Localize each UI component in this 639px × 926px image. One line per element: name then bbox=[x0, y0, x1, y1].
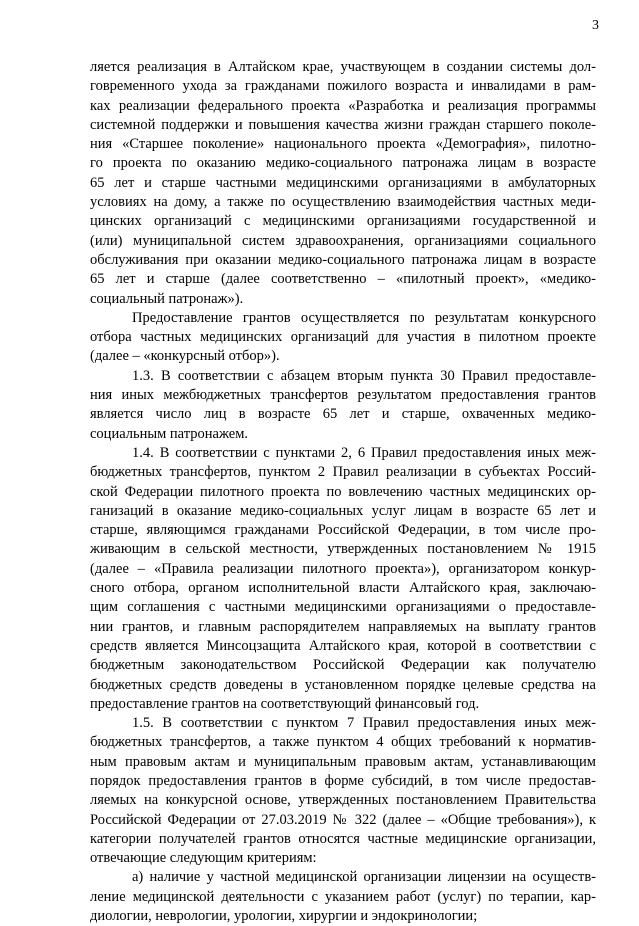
text-line: го проекта по оказанию медико-социального патронажа лицам в возрасте bbox=[90, 155, 596, 172]
text-line: а) наличие у частной медицинской организации лицензии на осуществ- bbox=[132, 869, 596, 886]
text-line: ской Федерации пилотного проекта по вовлечению частных медицинских ор- bbox=[90, 483, 596, 500]
text-line: 1.5. В соответствии с пунктом 7 Правил предоставления иных меж- bbox=[132, 715, 596, 732]
document-body bbox=[90, 58, 596, 926]
text-line: категории получателей грантов относятся частные медицинские организации, bbox=[90, 830, 596, 847]
text-line: социальным патронажем. bbox=[90, 425, 249, 442]
paragraph bbox=[90, 714, 596, 868]
text-line: отвечающие следующим критериям: bbox=[90, 850, 317, 867]
paragraph bbox=[90, 868, 596, 926]
text-line: ния иных межбюджетных трансфертов результатом предоставления грантов bbox=[90, 387, 596, 404]
text-line: (или) муниципальной систем здравоохранения, организациями социального bbox=[90, 232, 596, 249]
text-line: бюджетным законодательством Российской Федерации как получателю bbox=[90, 657, 596, 674]
text-line: 65 лет и старше частными медицинскими организациями в амбулаторных bbox=[90, 174, 596, 191]
text-line: бюджетных средств доведены в установленном порядке целевые средства на bbox=[90, 676, 596, 693]
text-line: ганизаций в оказание медико-социальных услуг лицам в возрасте 65 лет и bbox=[90, 502, 596, 519]
text-line: (далее – «конкурсный отбор»). bbox=[90, 348, 280, 365]
text-line: 1.3. В соответствии с абзацем вторым пункта 30 Правил предоставле- bbox=[132, 367, 596, 384]
text-line: отбора частных медицинских организаций для участия в пилотном проекте bbox=[90, 329, 596, 346]
text-line: Российской Федерации от 27.03.2019 № 322 (далее – «Общие требования»), к bbox=[90, 811, 596, 828]
text-line: (далее – «Правила реализации пилотного проекта»), организатором конкур- bbox=[90, 560, 596, 577]
text-line: ках реализации федерального проекта «Разработка и реализация программы bbox=[90, 97, 596, 114]
page-number: 3 bbox=[592, 18, 599, 33]
text-line: системной поддержки и повышения качества жизни граждан старшего поколе- bbox=[90, 116, 596, 133]
text-line: обслуживания при оказании медико-социального патронажа лицам в возрасте bbox=[90, 251, 596, 268]
text-line: 65 лет и старше (далее соответственно – «пилотный проект», «медико- bbox=[90, 271, 596, 288]
text-line: сного отбора, органом исполнительной власти Алтайского края, заключаю- bbox=[90, 580, 596, 597]
text-line: ляемых на конкурсной основе, утвержденных постановлением Правительства bbox=[90, 792, 596, 809]
paragraph bbox=[90, 444, 596, 714]
paragraph bbox=[90, 309, 596, 367]
paragraph bbox=[90, 367, 596, 444]
text-line: нии грантов, и главным распорядителем направляемых на выплату грантов bbox=[90, 618, 596, 635]
text-line: бюджетных трансфертов, пунктом 2 Правил реализации в субъектах Россий- bbox=[90, 464, 596, 481]
text-line: живающим в сельской местности, утвержденных постановлением № 1915 bbox=[90, 541, 596, 558]
text-line: ния «Старшее поколение» национального проекта «Демография», пилотно- bbox=[90, 136, 596, 153]
text-line: щим соглашения с частными медицинскими организациями о предоставле- bbox=[90, 599, 596, 616]
text-line: ление медицинской деятельности с указанием работ (услуг) по терапии, кар- bbox=[90, 888, 596, 905]
text-line: диологии, неврологии, урологии, хирургии и эндокринологии; bbox=[90, 908, 478, 925]
text-line: ным правовым актам и муниципальным правовым актам, устанавливающим bbox=[90, 753, 596, 770]
text-line: бюджетных трансфертов, а также пунктом 4 общих требований к норматив- bbox=[90, 734, 596, 751]
paragraph bbox=[90, 58, 596, 309]
text-line: цинских организаций с медицинскими организациями государственной и bbox=[90, 213, 596, 230]
text-line: порядок предоставления грантов в форме субсидий, в том числе предостав- bbox=[90, 772, 596, 789]
text-line: является число лиц в возрасте 65 лет и старше, охваченных медико- bbox=[90, 406, 596, 423]
text-line: 1.4. В соответствии с пунктами 2, 6 Правил предоставления иных меж- bbox=[132, 444, 596, 461]
text-line: старше, являющимся гражданами Российской Федерации, в том числе про- bbox=[90, 522, 596, 539]
text-line: ляется реализация в Алтайском крае, участвующем в создании системы дол- bbox=[90, 59, 596, 75]
text-line: предоставление грантов на соответствующий финансовый год. bbox=[90, 695, 480, 712]
text-line: средств является Минсоцзащита Алтайского края, которой в соответствии с bbox=[90, 637, 596, 654]
text-line: говременного ухода за гражданами пожилого возраста и инвалидами в рам- bbox=[90, 78, 596, 95]
text-line: Предоставление грантов осуществляется по результатам конкурсного bbox=[132, 309, 596, 326]
text-line: условиях на дому, а также по осуществлению взаимодействия частных меди- bbox=[90, 194, 596, 211]
text-line: социальный патронаж»). bbox=[90, 290, 244, 307]
